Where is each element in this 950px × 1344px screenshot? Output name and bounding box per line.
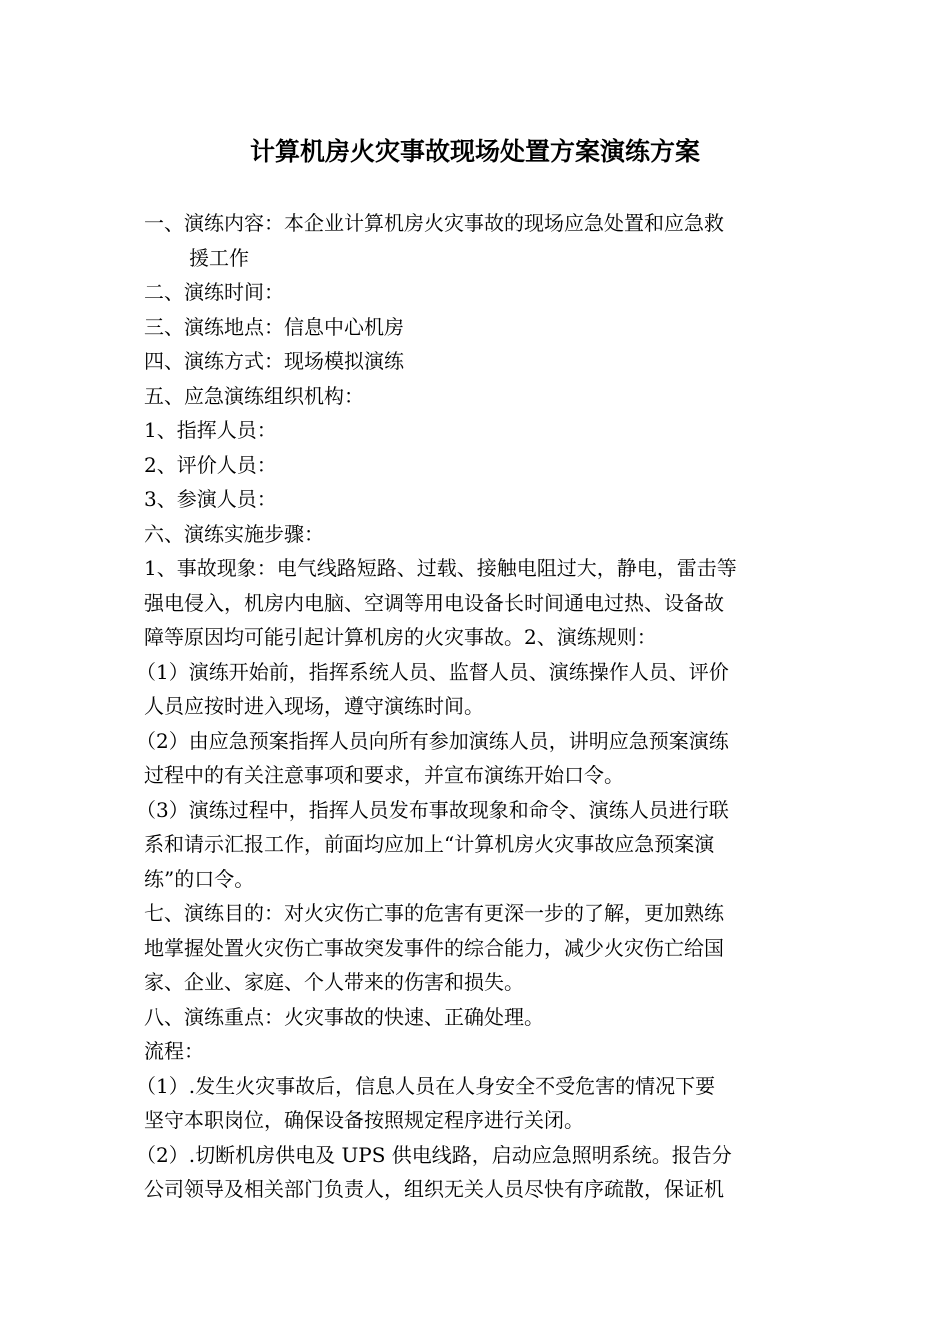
- text-line: 人员应按时进入现场，遵守演练时间。: [144, 694, 484, 718]
- text-line: 练”的口令。: [144, 866, 255, 891]
- text-line: 流程：: [144, 1039, 204, 1063]
- text-line: 四、演练方式：现场模拟演练: [144, 349, 404, 373]
- text-line: 八、演练重点：火灾事故的快速、正确处理。: [144, 1004, 544, 1029]
- text-line: 六、演练实施步骤：: [144, 521, 324, 546]
- text-line: （1）.发生火灾事故后，信息人员在人身安全不受危害的情况下要: [136, 1073, 716, 1098]
- text-line: （3）演练过程中，指挥人员发布事故现象和命令、演练人员进行联: [136, 797, 729, 822]
- document-body: [136, 206, 804, 1207]
- text-line: 七、演练目的：对火灾伤亡事的危害有更深一步的了解，更加熟练: [144, 901, 724, 925]
- text-line: 家、企业、家庭、个人带来的伤害和损失。: [144, 970, 524, 994]
- text-line: 强电侵入，机房内电脑、空调等用电设备长时间通电过热、设备故: [144, 590, 724, 615]
- text-line: 三、演练地点：信息中心机房: [144, 314, 404, 339]
- text-line: 2、评价人员：: [144, 452, 277, 477]
- text-line: （1）演练开始前，指挥系统人员、监督人员、演练操作人员、评价: [136, 659, 729, 684]
- text-line: 地掌握处置火灾伤亡事故突发事件的综合能力，减少火灾伤亡给国: [144, 935, 724, 960]
- text-line: 1、指挥人员：: [144, 418, 277, 442]
- text-line: 障等原因均可能引起计算机房的火灾事故。2、演练规则：: [144, 625, 657, 649]
- document-title: 计算机房火灾事故现场处置方案演练方案: [249, 137, 700, 166]
- text-line: 援工作: [189, 245, 249, 270]
- text-line: （2）由应急预案指挥人员向所有参加演练人员，讲明应急预案演练: [136, 728, 729, 753]
- text-line: （2）.切断机房供电及 UPS 供电线路，启动应急照明系统。报告分: [136, 1142, 732, 1167]
- text-line: 一、演练内容：本企业计算机房火灾事故的现场应急处置和应急救: [144, 211, 724, 235]
- text-line: 坚守本职岗位，确保设备按照规定程序进行关闭。: [144, 1108, 584, 1132]
- text-line: 1、事故现象：电气线路短路、过载、接触电阻过大，静电，雷击等: [144, 556, 737, 580]
- text-line: 系和请示汇报工作，前面均应加上“计算机房火灾事故应急预案演: [144, 832, 715, 856]
- text-line: 公司领导及相关部门负责人，组织无关人员尽快有序疏散，保证机: [144, 1177, 724, 1201]
- text-line: 3、参演人员：: [144, 487, 277, 511]
- text-line: 五、应急演练组织机构：: [144, 383, 364, 408]
- text-line: 二、演练时间：: [144, 280, 284, 304]
- text-line: 过程中的有关注意事项和要求，并宣布演练开始口令。: [144, 763, 624, 787]
